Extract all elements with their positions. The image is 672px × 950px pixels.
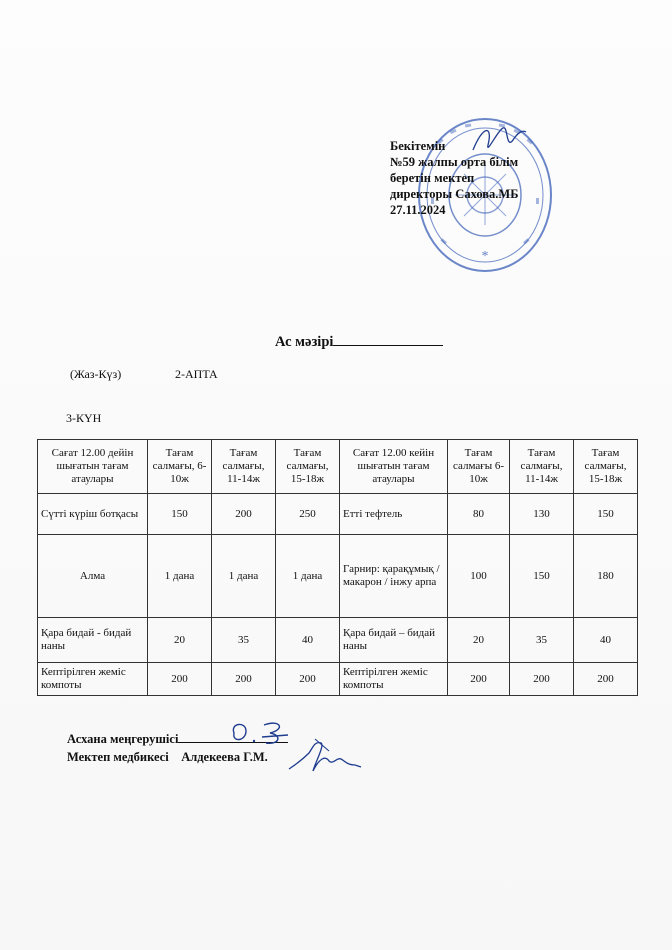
season-label: (Жаз-Күз): [70, 367, 122, 381]
table-row: [38, 494, 638, 535]
page-title-text: Ас мәзірі: [275, 334, 334, 350]
header-cell: Тағам салмағы 6-10ж: [448, 440, 510, 494]
approval-line-2: №59 жалпы орта білім: [390, 155, 519, 169]
table-cell: 200: [448, 663, 510, 696]
table-row: [38, 535, 638, 618]
table-cell: 130: [510, 494, 574, 535]
day-label: 3-КҮН: [66, 411, 102, 425]
table-cell: Қара бидай - бидай наны: [38, 618, 148, 663]
table-cell: 200: [276, 663, 340, 696]
table-cell: Алма: [38, 535, 148, 618]
nurse-label: Мектеп медбикесі: [67, 750, 169, 764]
table-cell: 150: [148, 494, 212, 535]
nurse-name: Алдекеева Г.М.: [181, 750, 268, 764]
table-cell: 35: [510, 618, 574, 663]
table-cell: Сүтті күріш ботқасы: [38, 494, 148, 535]
table-cell: Кептірілген жеміс компоты: [38, 663, 148, 696]
table-cell: 35: [212, 618, 276, 663]
table-cell: 1 дана: [148, 535, 212, 618]
table-row: [38, 618, 638, 663]
approval-line-1: Бекітемін: [390, 139, 446, 153]
table-cell: Етті тефтель: [340, 494, 448, 535]
table-cell: Қара бидай – бидай наны: [340, 618, 448, 663]
approval-line-4: директоры Сахова.МБ: [390, 187, 519, 201]
table-row: [38, 663, 638, 696]
table-cell: 20: [148, 618, 212, 663]
approval-date: 27.11.2024: [390, 203, 446, 217]
table-cell: 200: [212, 663, 276, 696]
table-cell: 150: [574, 494, 638, 535]
table-cell: 180: [574, 535, 638, 618]
cafeteria-head-label: Асхана меңгерушісі: [67, 732, 179, 746]
table-cell: Кептірілген жеміс компоты: [340, 663, 448, 696]
table-cell: 80: [448, 494, 510, 535]
nurse-handwritten-signature: [285, 735, 365, 780]
table-cell: 150: [510, 535, 574, 618]
table-cell: 200: [574, 663, 638, 696]
header-cell: Тағам салмағы, 15-18ж: [276, 440, 340, 494]
table-cell: 250: [276, 494, 340, 535]
approval-line-3: беретін мектеп: [390, 171, 475, 185]
table-cell: 1 дана: [276, 535, 340, 618]
table-cell: 40: [276, 618, 340, 663]
header-cell: Тағам салмағы, 11-14ж: [510, 440, 574, 494]
header-cell: Тағам салмағы, 11-14ж: [212, 440, 276, 494]
header-cell: Сағат 12.00 кейін шығатын тағам атаулары: [340, 440, 448, 494]
page-title: [275, 333, 443, 351]
header-cell: Тағам салмағы, 6-10ж: [148, 440, 212, 494]
approval-block: [390, 138, 518, 218]
table-cell: 200: [148, 663, 212, 696]
table-cell: Гарнир: қарақұмық / макарон / інжу арпа: [340, 535, 448, 618]
table-cell: 20: [448, 618, 510, 663]
table-cell: 200: [212, 494, 276, 535]
menu-table: [37, 439, 638, 696]
week-label: 2-АПТА: [175, 367, 218, 381]
table-cell: 1 дана: [212, 535, 276, 618]
title-underline: [333, 333, 443, 346]
svg-text:*: *: [481, 249, 489, 264]
header-cell: Сағат 12.00 дейін шығатын тағам атаулары: [38, 440, 148, 494]
header-cell: Тағам салмағы, 15-18ж: [574, 440, 638, 494]
table-header-row: [38, 440, 638, 494]
table-cell: 200: [510, 663, 574, 696]
table-cell: 100: [448, 535, 510, 618]
table-cell: 40: [574, 618, 638, 663]
